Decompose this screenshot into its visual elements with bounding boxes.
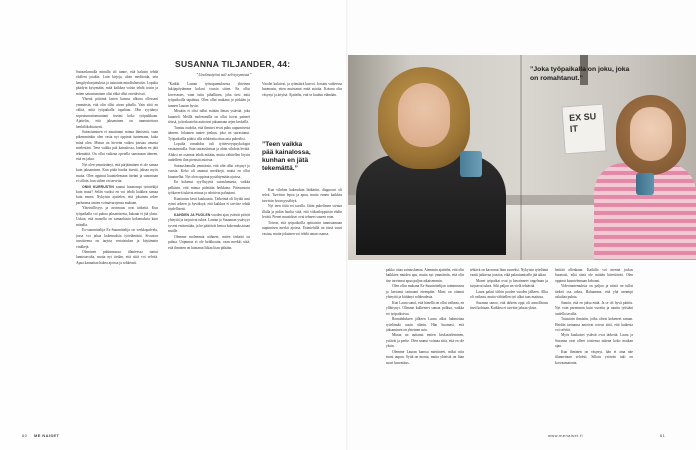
- paragraph-text: Tutustuin ihmisiin, jotka olivat kokeneet saman. Heidän tarinansa antoivat toivoa siitä, että kaikesta voi selvitä.: [555, 317, 633, 332]
- paragraph-text: Monet työpaikat ovat jo havainneet ongelman ja tarjoavat tukea. Silti paljon on vielä tehtävää.: [470, 278, 548, 289]
- paragraph-text: Laura palasi töihin puolen vuoden jälkeen. Alku oli vaikeaa, mutta vähitellen työ alkoi taas maistua.: [470, 289, 548, 300]
- paragraph-lead-in: ONNI KURRUSTIN: [82, 184, 114, 189]
- paragraph-text: ”Kaikki Lauran työuupumuksesta yhteinen lukijapöytämme kokosi vuosia sitten. En ollut kirvesmies, vaan tuttu pihallinen, joka tiesi mitä työpaikoilla tapahtuu. Olen ollut mukana jo pitkään ja tunnen Lauran hyvin.: [168, 82, 250, 108]
- paragraph: [76, 97, 158, 130]
- paragraph-text: Romahduksen jälkeen Laura alkoi hahmottaa työelämää uusin silmin. Hän huomasi, että jaksaminen on yhteinen asia.: [386, 317, 464, 332]
- paragraph: [386, 301, 464, 317]
- paragraph: [168, 109, 250, 125]
- paragraph: [555, 350, 633, 366]
- magazine-brand: ME NAISET: [34, 433, 60, 438]
- article-photo: [348, 55, 696, 260]
- article-column-3-top: [262, 82, 342, 140]
- paragraph: [262, 82, 342, 98]
- paragraph: [168, 213, 250, 235]
- paragraph-text: Sairauslomalla ymmärsin, että olin ollut väsynyt jo vuosia. Keho oli antanut merkkejä, mutta en ollut kuunnellut. Nyt olen oppinut pysähtymään ajoissa.: [168, 163, 250, 179]
- left-page-number: 60: [22, 433, 28, 438]
- profile-heading: SUSANNA TILJANDER, 44:: [175, 59, 291, 69]
- paragraph-lead-in: KAHDEN JA PUOLEN: [174, 212, 211, 217]
- article-column-2: [168, 82, 250, 432]
- article-column-5: [470, 268, 548, 433]
- paragraph: [168, 235, 250, 251]
- paragraph: [76, 228, 158, 250]
- mug-left: [460, 151, 482, 177]
- paragraph: [555, 268, 633, 284]
- paragraph: [76, 70, 158, 97]
- paragraph-text: Kun ihminen on väsynyt, hän ei aina näe tilannettaan selvästi. Silloin ystävän tuki on korvaamatonta.: [555, 349, 633, 365]
- paragraph-text: Toivon, että työpaikoilla opittaisiin tunnistamaan uupumisen merkit ajoissa. Esimiehillä on tässä suuri vastuu, mutta jokainen voi tehdä oman osansa.: [262, 220, 342, 236]
- paragraph-text: Kun Laura sanoi, että hänellä on ollut vaikeaa, en yllättynyt. Olimme kulkeneet samaa polkua, vaikka eri työpaikoissa.: [386, 300, 464, 316]
- photo-sign: [561, 104, 606, 155]
- paragraph-text: Satraaslomalla minulla oli tunne, että halusin tehdä elolleni jotakin. Luin kirjoja, aloin meditoida, tein hengityskarjoituksia ja tutustuin mindfulnessiin. Lopulta päädyin kysymään, mitä kaikkea voisin tehdä toisin ja miten sairastuminen olisi ehkä ollut estettävissä.: [76, 70, 158, 96]
- paragraph: [386, 333, 464, 349]
- paragraph-text: En kokenut syyllisyyttä sairaslomasta, vaikka pelkäsin, että minua pidetään heikkona. Päinvastoin työkaverit tukivat minua ja odottivat paluutani.: [168, 180, 250, 196]
- paragraph: [76, 130, 158, 163]
- paragraph-text: Videotuntemuksia on paljon ja niistä on tullut tärkeä osa arkea. Haluamme, että yhä useampi uskaltaa puhua.: [555, 284, 633, 300]
- paragraph: [555, 333, 633, 349]
- paragraph-text: Oleminen pahimmassa tilanteessa tuntui lannistavalta, mutta nyt tiedän, että siitä voi selvitä. Apua kannattaa hakea ajoissa ja rohkeasti.: [76, 249, 158, 265]
- article-column-4: [386, 268, 464, 433]
- paragraph: [168, 180, 250, 196]
- paragraph-text: Kuntoutus kesti kuukausia. Tärkeintä oli löytää uusi rytmi arkeen ja hyväksyä, että kaikkea ei tarvitse tehdä täydellisesti.: [168, 196, 250, 212]
- paragraph-text: Mistään ei olisi tullut mitään ilman ystävää, joka kuunteli. Meillä molemmilla on ollut kovat paineet töissä, ja keskustelut auttoivat jaksamaan arjen keskellä.: [168, 109, 250, 125]
- paragraph: [555, 284, 633, 300]
- paragraph-text: Susanna sanoo, että tärkein oppi oli armollisuus itseä kohtaan. Kaikkea ei tarvitse jaksaa yksin.: [470, 300, 548, 311]
- paragraph: [470, 290, 548, 301]
- paragraph: [386, 284, 464, 300]
- paragraph-text: Vuodet kuluivat, ja työmäärä kasvoi. Jossain vaiheessa huomasin, etten muistanut enää asioita. Kotona olin väsynyt ja ärtyisä. Ajattelin, että se kuuluu elämään.: [262, 82, 342, 97]
- article-column-3-bottom: [262, 188, 342, 432]
- profile-subheading: ”Unelmatyöni tuli selviytymistä”: [196, 72, 252, 77]
- paragraph-text: Yhteisöllisyys ja avoimuus ovat tärkeitä. Kun työpaikalla voi puhua jaksamisesta, kukaan ei jää yksin. Uskon, että monella on samanlaisia kokemuksia kuin minulla.: [76, 206, 158, 227]
- paragraph: [168, 164, 250, 180]
- paragraph: [168, 126, 250, 142]
- paragraph: [470, 279, 548, 290]
- article-column-1: [76, 70, 158, 432]
- article-column-6: [555, 268, 633, 433]
- paragraph: [262, 188, 342, 204]
- woman-right-face: [630, 107, 672, 161]
- paragraph-text: Nyt olen ymmärtänyt, että pärjääminen ei ole samaa kuin jaksaminen. Kun pitää huolta itsestä, jaksaa myös muita. Olen oppinut kuuntelemaan itseäni ja sanomaan ei silloin, kun siihen on tarvetta.: [76, 162, 158, 184]
- magazine-website: www.menaiset.fi: [548, 433, 583, 438]
- woman-left-body: [356, 155, 506, 255]
- paragraph: [76, 163, 158, 185]
- paragraph-text: Nyt teen töitä eri tavalla. Jätän puhelimen sivuun illalla ja pidän huolta siitä, että viikonloppuisin ehdin levätä. Pienet muutokset ovat tehneet suuren eron.: [262, 204, 342, 220]
- paragraph: [386, 268, 464, 284]
- photo-mirror-edge: [520, 55, 522, 260]
- paragraph-text: Kun vihdoin hakeuduin lääkäriin, diagnoosi oli selvä. Tarvitsin lepoa ja apua, mutta ennen kaikkea tarvitsin luvan pysähtyä.: [262, 188, 342, 203]
- paragraph-text: Yhtenä päivänä lasten kanssa ulkona ollessani ymmärsin, että olin ollut aivan pihalla. Vain siitä en välitä, mitä työpaikalla tapahtuu. Olin syyttänyt sopeutumattomuuttani itseäni koko työpaikkaan. Ajattelin, että jaksaminen on tunnustettava henkilökohtaisesti.: [76, 97, 158, 129]
- paragraph: [168, 82, 250, 109]
- paragraph: [76, 250, 158, 266]
- paragraph: [555, 301, 633, 317]
- paragraph-text: Minua on auttanut eniten keskusteleminen, ystävät ja perhe. Olen saanut voimaa siitä, että en ole yksin.: [386, 333, 464, 349]
- paragraph-text: Olemme Lauran kanssa miettineet, miksi niin moni uupuu. Syitä on monia, mutta yhteistä on liian suuri kuormitus.: [386, 349, 464, 365]
- paragraph: [386, 350, 464, 366]
- paragraph-text: Olen ollut mukana Ex-Suunnittelijan toiminnassa ja kertonut tarinaani eteenpäin. Moni on ottanut yhteyttä ja kiittänyt rohkeudesta.: [386, 284, 464, 300]
- paragraph: [168, 197, 250, 213]
- paragraph-text: Olemme molemmat nähneet, miten tärkeää on puhua. Uupumus ei ole heikkoutta, vaan merkki siitä, että ihminen on kantanut liikaa liian pitkään.: [168, 234, 250, 250]
- paragraph-text: Ex-suunnittelija Ex-Suunnittelija on verkkopalvelu, jossa voi jakaa kokemuksia työelämästä. Sivuston tavoitteena on tarjota vertaistukea ja käytännön vinkkejä.: [76, 228, 158, 249]
- paragraph: [76, 185, 158, 207]
- paragraph: [386, 317, 464, 333]
- photo-sign-text: EX SU IT: [568, 111, 597, 134]
- mug-right: [636, 173, 654, 195]
- paragraph-text: saanut huonompi työntekijä kuin muut? Selän vuoksi en voi tehdä kaikkea samaa kuin ennen. Nykyisin ajattelen, että jokainen tekee parhaansa omien voimavarojensa mukaan.: [76, 184, 158, 205]
- paragraph: [168, 142, 250, 164]
- paragraph: [76, 206, 158, 228]
- paragraph-text: heittää ollenkaan. Kaikilla voi mennä joskus huonosti, eikä siinä ole mitään hävettävää. Olen oppinut kuuntelemaan kehoani.: [555, 268, 633, 283]
- paragraph: [555, 317, 633, 333]
- paragraph-text: tehtävä on kasvanut liian suureksi. Nykyisin työelämä vaatii jatkuvaa joustoa, eikä palautumiselle jää aikaa.: [470, 268, 548, 278]
- paragraph: [262, 204, 342, 220]
- paragraph-text: Sairastuminen ei muuttanut minua ihmisenä, vaan pikemminkin olen vasta nyt oppinut tuntemaan, kuka minä olen. Minun on hirveän vaikea joustaa omasta mielestäni. Teen vaikka pää kainalossa, kunhan en jätä tekemättä. On ollut vaikeaa opetella sanomaan ääneen, että en jaksa.: [76, 129, 158, 162]
- paragraph-text: Sanoin, että en jaksa enää. Ja se oli hyvä päätös. Nyt voin paremmin kuin vuosiin ja nautin työstäni uudella tavalla.: [555, 300, 633, 316]
- paragraph-text: Lopulta romahdus tuli työterveyspsykologin vastaanotolla. Sain sairauslomaa ja aloin vihdoin levätä. Aluksi en osannut tehdä mitään, mutta vähitellen löysin uudelleen ilon pienistä asioista.: [168, 141, 250, 163]
- paragraph: [470, 268, 548, 279]
- photo-pull-quote: ”Joka työpaikalla on joku, joka on romahtanut.”: [530, 66, 630, 82]
- paragraph: [470, 301, 548, 312]
- paragraph-text: Myös kaukaiset ystävät ovat tärkeitä. Laura ja Susanna ovat olleet toistensa tukena koko matkan ajan.: [555, 333, 633, 349]
- paragraph-text: vuoden ajan ystävät pitivät yhteyttä ja tarjosivat tukea. Lauran ja Susannan ystävyys syveni entisestään, ja he päättivät kertoa kokemuksistaan muille.: [168, 212, 250, 234]
- paragraph: [262, 221, 342, 237]
- paragraph-text: pakko ottaa sairauslomaa. Aiemmin ajattelin, että olin kaikkien muiden apu, mutta nyt ymmärrän, että olin itse tarvinnut apua paljon aikaisemmin.: [386, 268, 464, 283]
- right-page-number: 61: [660, 433, 666, 438]
- pull-quote: ”Teen vaikka pää kainalossa, kunhan en jätä tekemättä.”: [262, 141, 311, 172]
- paragraph-text: Tuntuu oudolta, että ihmiset eivät puhu uupumisesta ääneen. Jokainen tuntee jonkun, joka on sairastunut. Työpaikoilla pitäisi olla rohkeutta ottaa asia puheeksi.: [168, 125, 250, 141]
- woman-left-face: [398, 83, 450, 147]
